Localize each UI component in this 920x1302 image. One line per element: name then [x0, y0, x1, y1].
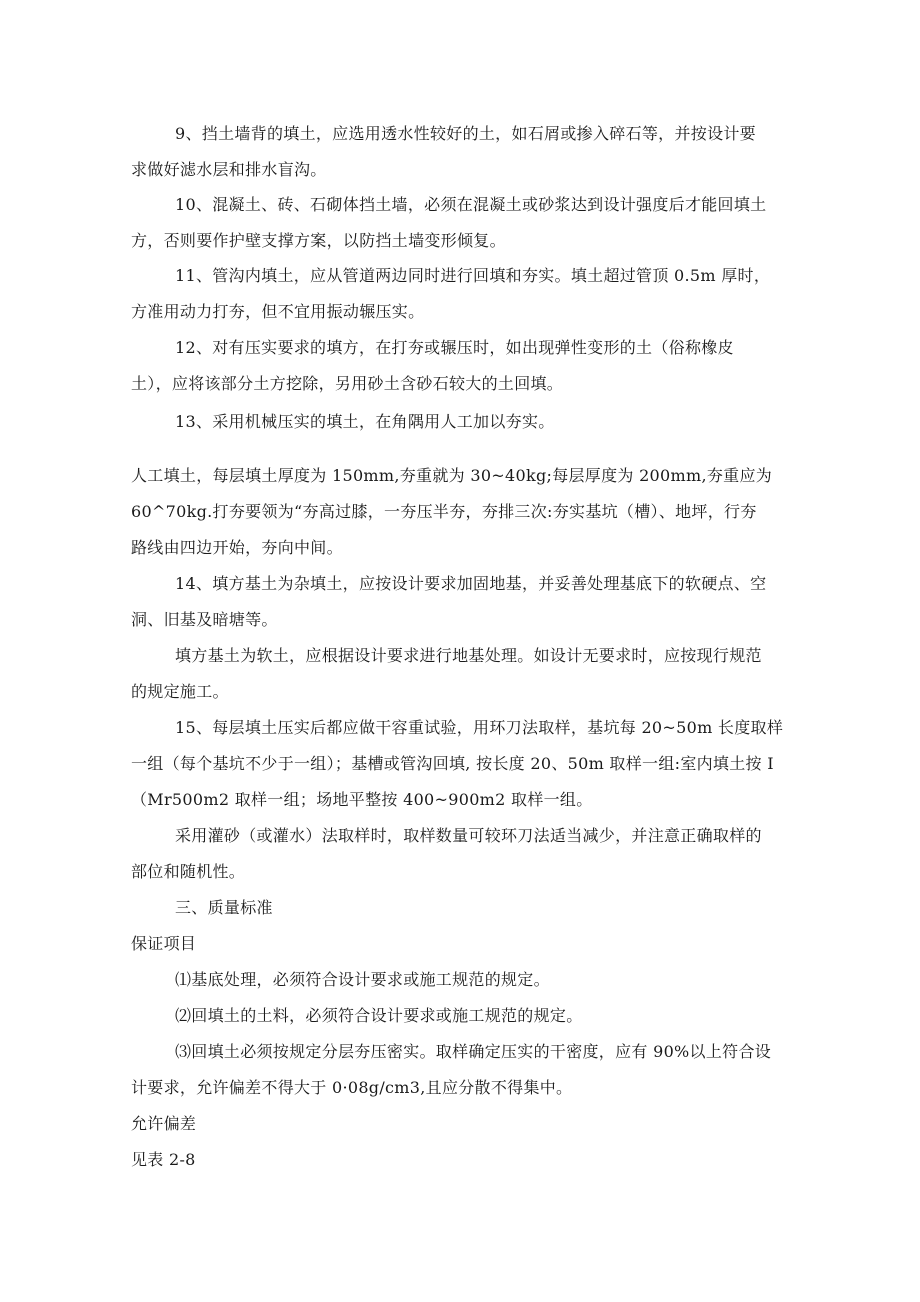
- paragraph-soft-soil: [131, 638, 791, 710]
- text-line: 14、填方基土为杂填土，应按设计要求加固地基，并妥善处理基底下的软硬点、空: [175, 574, 767, 593]
- text-line: 一组（每个基坑不少于一组）；基槽或管沟回填, 按长度 20、50m 取样一组:室内填土按 I: [131, 754, 774, 773]
- text-line: ⑵回填土的土料，必须符合设计要求或施工规范的规定。: [175, 1006, 583, 1025]
- text-line: 允许偏差: [131, 1114, 197, 1133]
- paragraph-item-10: [131, 187, 791, 259]
- paragraph-item-14: [131, 566, 791, 638]
- paragraph-item-11: [131, 258, 791, 330]
- text-line: 部位和随机性。: [131, 862, 246, 881]
- paragraph-item-15: [131, 710, 791, 818]
- list-item-3: [131, 1034, 791, 1106]
- text-line: 求做好滤水层和排水盲沟。: [131, 160, 327, 179]
- text-line: 方准用动力打夯，但不宜用振动辗压实。: [131, 302, 425, 321]
- text-line: 11、管沟内填土，应从管道两边同时进行回填和夯实。填土超过管顶 0.5m 厚时，: [175, 266, 771, 285]
- text-line: 9、挡土墙背的填土，应选用透水性较好的土，如石屑或掺入碎石等，并按设计要: [175, 124, 756, 143]
- text-line: 的规定施工。: [131, 682, 229, 701]
- subheading-allowed-deviation: [131, 1106, 791, 1142]
- text-line: 保证项目: [131, 934, 197, 953]
- text-line: 方，否则要作护壁支撑方案，以防挡土墙变形倾复。: [131, 231, 506, 250]
- text-line: 10、混凝土、砖、石砌体挡土墙，必须在混凝土或砂浆达到设计强度后才能回填土: [175, 195, 767, 214]
- paragraph-item-13: [131, 404, 791, 440]
- list-item-2: [131, 998, 791, 1034]
- paragraph-item-12: [131, 330, 791, 402]
- text-line: 15、每层填土压实后都应做干容重试验，用环刀法取样，基坑每 20~50m 长度取样: [175, 718, 784, 737]
- paragraph-sand-filling: [131, 818, 791, 890]
- text-line: 路线由四边开始，夯向中间。: [131, 538, 343, 557]
- paragraph-manual-fill: [131, 458, 791, 566]
- text-line: 洞、旧基及暗塘等。: [131, 610, 278, 629]
- text-line: 60^70kg.打夯要领为“夯高过膝，一夯压半夯，夯排三次:夯实基坑（槽）、地坪，行夯: [131, 502, 757, 521]
- section-heading-quality-standard: [131, 890, 791, 926]
- text-line: 计要求，允许偏差不得大于 0·08g/cm3,且应分散不得集中。: [131, 1078, 573, 1097]
- list-item-1: [131, 962, 791, 998]
- text-line: ⑶回填土必须按规定分层夯压密实。取样确定压实的干密度，应有 90%以上符合设: [175, 1042, 772, 1061]
- text-line: （Mr500m2 取样一组；场地平整按 400~900m2 取样一组。: [131, 790, 593, 809]
- text-line: 填方基土为软土，应根据设计要求进行地基处理。如设计无要求时，应按现行规范: [175, 646, 762, 665]
- text-line: 人工填土，每层填土厚度为 150mm,夯重就为 30~40kg;每层厚度为 200mm,夯重应为: [131, 466, 773, 485]
- text-line: 12、对有压实要求的填方，在打夯或辗压时，如出现弹性变形的土（俗称橡皮: [175, 338, 734, 357]
- text-line: 采用灌砂（或灌水）法取样时，取样数量可较环刀法适当减少，并注意正确取样的: [175, 826, 762, 845]
- text-line: 三、质量标准: [175, 898, 273, 917]
- subheading-guarantee-items: [131, 926, 791, 962]
- text-line: 13、采用机械压实的填土，在角隅用人工加以夯实。: [175, 412, 555, 431]
- text-line: ⑴基底处理，必须符合设计要求或施工规范的规定。: [175, 970, 550, 989]
- paragraph-item-9: [131, 116, 791, 188]
- table-reference: [131, 1142, 791, 1178]
- text-line: 土），应将该部分土方挖除，另用砂土含砂石较大的土回填。: [131, 374, 564, 393]
- text-line: 见表 2-8: [131, 1150, 196, 1169]
